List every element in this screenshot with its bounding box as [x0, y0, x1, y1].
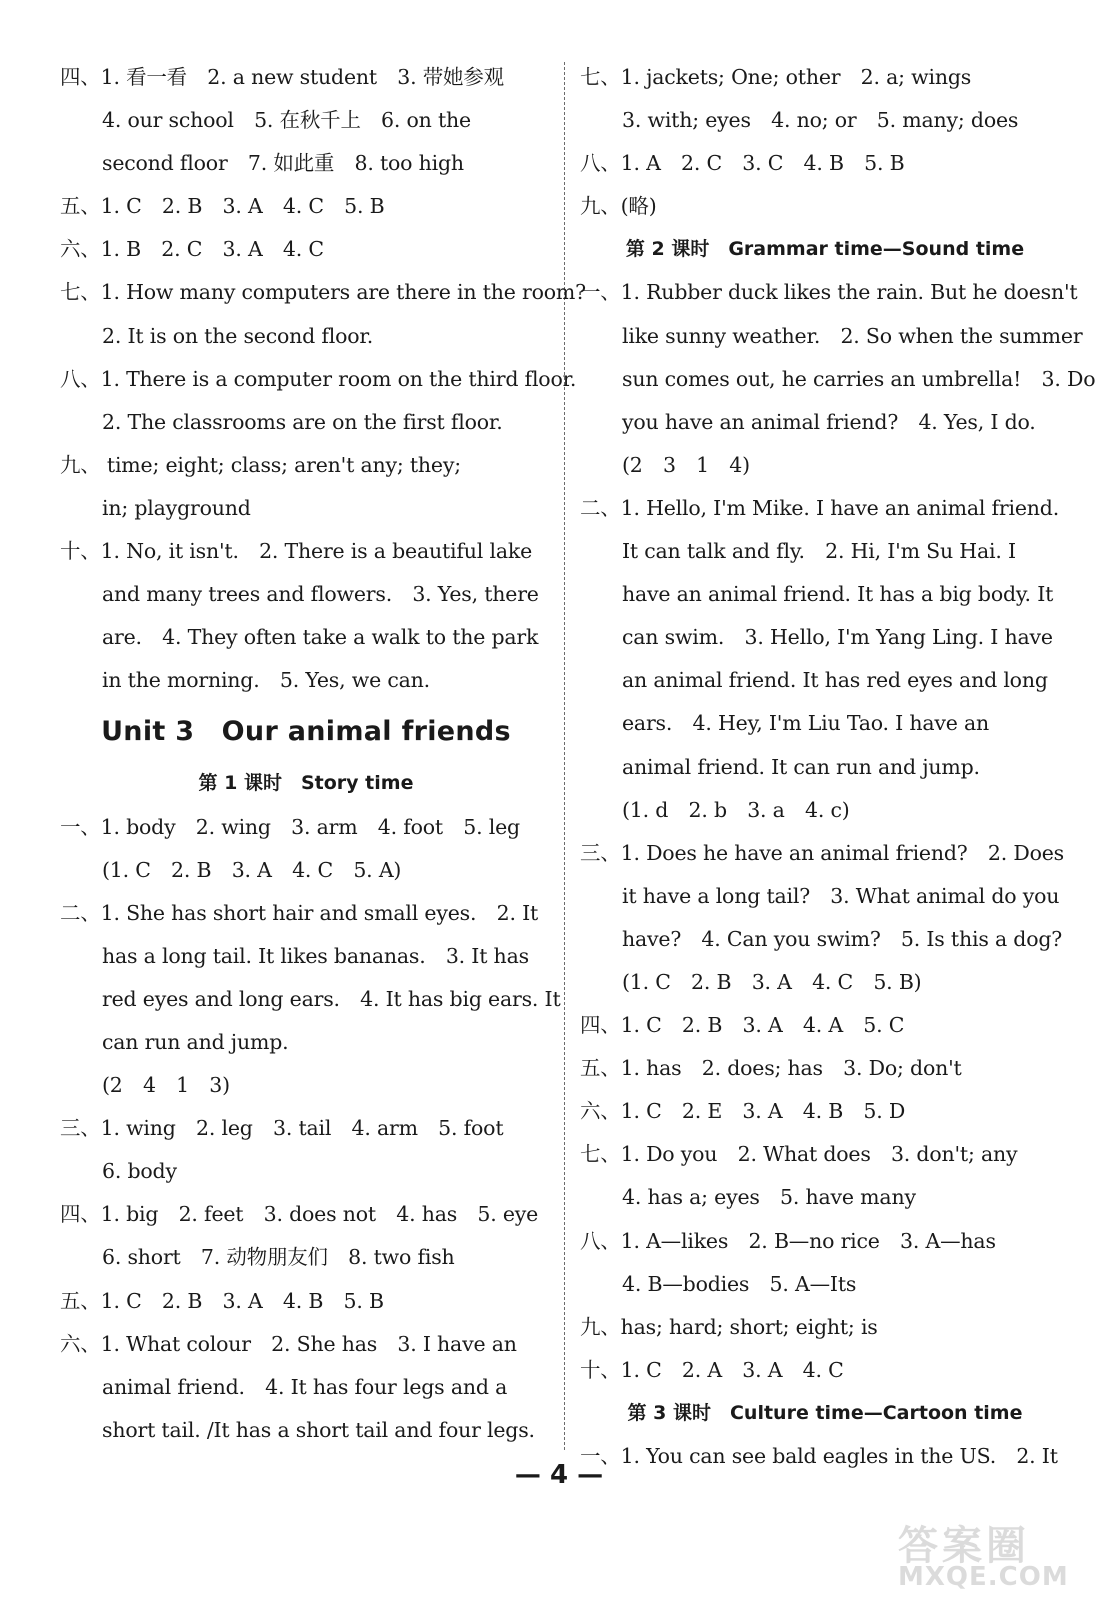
- answer-line: sun comes out, he carries an umbrella! 3. Do: [622, 366, 1096, 391]
- answer-line: 五、1. C 2. B 3. A 4. C 5. B: [60, 194, 385, 219]
- answer-line: 五、1. has 2. does; has 3. Do; don't: [580, 1056, 962, 1081]
- answer-line: 一、1. Rubber duck likes the rain. But he doesn't: [580, 280, 1078, 305]
- answer-line: (2 3 1 4): [622, 452, 750, 477]
- answer-line: and many trees and flowers. 3. Yes, there: [102, 582, 539, 607]
- watermark-logo: [898, 1514, 1098, 1592]
- answer-line: ears. 4. Hey, I'm Liu Tao. I have an: [622, 711, 990, 736]
- answer-line: 三、1. Does he have an animal friend? 2. Does: [580, 840, 1064, 865]
- answer-line: 2. It is on the second floor.: [102, 323, 374, 348]
- answer-line: 2. The classrooms are on the first floor.: [102, 409, 503, 434]
- answer-line: 六、1. What colour 2. She has 3. I have an: [60, 1331, 517, 1356]
- answer-line: 八、1. A—likes 2. B—no rice 3. A—has: [580, 1228, 996, 1253]
- answer-line: like sunny weather. 2. So when the summer: [622, 323, 1083, 348]
- answer-line: 十、1. No, it isn't. 2. There is a beautiful lake: [60, 539, 532, 564]
- answer-line: 十、1. C 2. A 3. A 4. C: [580, 1357, 844, 1382]
- answer-line: in; playground: [102, 495, 251, 520]
- answer-line: 九、has; hard; short; eight; is: [580, 1314, 878, 1339]
- answer-line: an animal friend. It has red eyes and long: [622, 668, 1048, 693]
- answer-line: 4. our school 5. 在秋千上 6. on the: [102, 108, 471, 133]
- answer-line: 四、1. C 2. B 3. A 4. A 5. C: [580, 1013, 905, 1038]
- answer-line: animal friend. 4. It has four legs and a: [102, 1374, 508, 1399]
- answer-line: short tail. /It has a short tail and four legs.: [102, 1417, 535, 1442]
- answer-line: (1. C 2. B 3. A 4. C 5. B): [622, 969, 922, 994]
- left-column: [60, 56, 586, 1452]
- answer-line: in the morning. 5. Yes, we can.: [102, 668, 430, 693]
- answer-line: 七、1. How many computers are there in the room?: [60, 280, 586, 305]
- answer-line: It can talk and fly. 2. Hi, I'm Su Hai. I: [622, 539, 1016, 564]
- answer-line: 七、1. Do you 2. What does 3. don't; any: [580, 1142, 1018, 1167]
- answer-line: (2 4 1 3): [102, 1073, 230, 1098]
- answer-line: 4. B—bodies 5. A—Its: [622, 1271, 857, 1296]
- answer-line: 二、1. Hello, I'm Mike. I have an animal friend.: [580, 495, 1060, 520]
- answer-line: 三、1. wing 2. leg 3. tail 4. arm 5. foot: [60, 1116, 504, 1141]
- answer-line: second floor 7. 如此重 8. too high: [102, 151, 464, 176]
- answer-line: 二、1. She has short hair and small eyes. 2. It: [60, 900, 539, 925]
- page-number: — 4 —: [514, 1460, 604, 1490]
- answer-line: 八、1. A 2. C 3. C 4. B 5. B: [580, 151, 905, 176]
- answer-line: have an animal friend. It has a big body. It: [622, 582, 1054, 607]
- answer-line: animal friend. It can run and jump.: [622, 754, 980, 779]
- answer-line: 4. has a; eyes 5. have many: [622, 1185, 916, 1210]
- answer-line: 6. short 7. 动物朋友们 8. two fish: [102, 1245, 455, 1270]
- lesson-heading: 第 3 课时 Culture time—Cartoon time: [627, 1401, 1023, 1424]
- column-divider: [564, 62, 565, 1450]
- answer-line: 一、1. body 2. wing 3. arm 4. foot 5. leg: [60, 814, 520, 839]
- answer-line: 七、1. jackets; One; other 2. a; wings: [580, 65, 972, 89]
- answer-line: 一、1. You can see bald eagles in the US. 2. It: [580, 1444, 1058, 1468]
- answer-line: have? 4. Can you swim? 5. Is this a dog?: [622, 926, 1063, 951]
- answer-line: (1. C 2. B 3. A 4. C 5. A): [102, 857, 402, 882]
- lesson-heading: 第 2 课时 Grammar time—Sound time: [625, 238, 1025, 261]
- answer-line: red eyes and long ears. 4. It has big ears. It: [102, 986, 561, 1011]
- answer-line: 四、1. big 2. feet 3. does not 4. has 5. eye: [60, 1202, 539, 1227]
- answer-line: 五、1. C 2. B 3. A 4. B 5. B: [60, 1288, 384, 1313]
- answer-line: you have an animal friend? 4. Yes, I do.: [622, 409, 1036, 434]
- right-column: [580, 56, 1096, 1478]
- answer-line: can swim. 3. Hello, I'm Yang Ling. I have: [622, 625, 1053, 650]
- answer-line: 六、1. B 2. C 3. A 4. C: [60, 237, 324, 262]
- answer-line: (1. d 2. b 3. a 4. c): [622, 797, 850, 822]
- unit-heading: Unit 3 Our animal friends: [101, 716, 511, 748]
- watermark-text-en: MXQE.COM: [898, 1562, 1069, 1592]
- answer-line: 八、1. There is a computer room on the third floor.: [60, 366, 577, 391]
- answer-line: can run and jump.: [102, 1029, 289, 1054]
- answer-line: 九、(略): [580, 194, 657, 219]
- answer-line: 四、1. 看一看 2. a new student 3. 带她参观: [60, 65, 504, 89]
- answer-line: are. 4. They often take a walk to the park: [102, 625, 539, 650]
- answer-line: 六、1. C 2. E 3. A 4. B 5. D: [580, 1099, 906, 1124]
- answer-line: 九、 time; eight; class; aren't any; they;: [60, 452, 461, 477]
- answer-line: 3. with; eyes 4. no; or 5. many; does: [622, 108, 1019, 133]
- answer-line: 6. body: [102, 1159, 177, 1184]
- answer-line: has a long tail. It likes bananas. 3. It has: [102, 943, 529, 968]
- lesson-heading: 第 1 课时 Story time: [198, 772, 414, 795]
- answer-line: it have a long tail? 3. What animal do you: [622, 883, 1060, 908]
- watermark-text-cn: 答案圈: [898, 1523, 1030, 1569]
